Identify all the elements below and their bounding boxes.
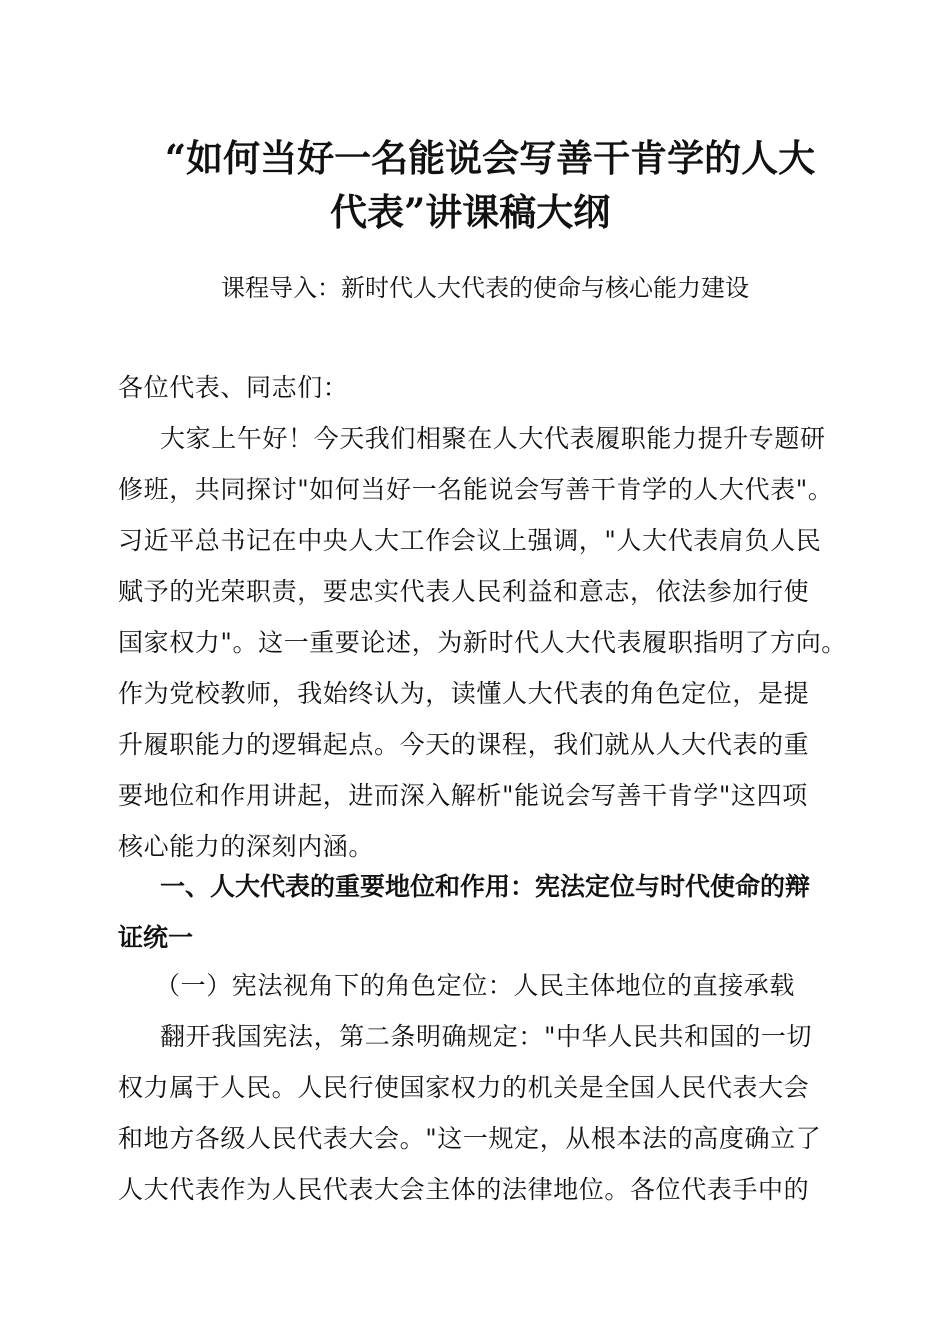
intro-line-1: 大家上午好！今天我们相聚在人大代表履职能力提升专题研 — [160, 424, 826, 453]
intro-line-9: 核心能力的深刻内涵。 — [118, 832, 375, 861]
salutation: 各位代表、同志们： — [118, 373, 349, 402]
intro-line-8: 要地位和作用讲起，进而深入解析"能说会写善干肯学"这四项 — [118, 781, 808, 810]
section-1-line-4: 人大代表作为人民代表大会主体的法律地位。各位代表手中的 — [118, 1175, 810, 1204]
section-1-line-2: 权力属于人民。人民行使国家权力的机关是全国人民代表大会 — [118, 1073, 810, 1102]
section-1-line-3: 和地方各级人民代表大会。"这一规定，从根本法的高度确立了 — [118, 1124, 822, 1153]
document-title-line-1: “如何当好一名能说会写善干肯学的人大 — [164, 136, 816, 180]
course-subtitle: 课程导入：新时代人大代表的使命与核心能力建设 — [221, 274, 749, 302]
section-1-heading-line-1: 一、人大代表的重要地位和作用：宪法定位与时代使命的辩 — [160, 872, 811, 901]
intro-line-6: 作为党校教师，我始终认为，读懂人大代表的角色定位，是提 — [118, 679, 810, 708]
intro-line-5: 国家权力"。这一重要论述，为新时代人大代表履职指明了方向。 — [118, 628, 847, 657]
intro-line-7: 升履职能力的逻辑起点。今天的课程，我们就从人大代表的重 — [118, 730, 810, 759]
subsection-1-heading: （一）宪法视角下的角色定位：人民主体地位的直接承载 — [155, 971, 796, 1000]
intro-line-4: 赋予的光荣职责，要忠实代表人民利益和意志，依法参加行使 — [118, 577, 810, 606]
section-1-line-1: 翻开我国宪法，第二条明确规定："中华人民共和国的一切 — [160, 1022, 813, 1051]
intro-line-2: 修班，共同探讨"如何当好一名能说会写善干肯学的人大代表"。 — [118, 475, 834, 504]
intro-line-3: 习近平总书记在中央人大工作会议上强调，"人大代表肩负人民 — [118, 526, 822, 555]
section-1-heading-line-2: 证统一 — [118, 923, 194, 952]
title-line-2-text: 代表”讲课稿大纲 — [330, 190, 611, 234]
